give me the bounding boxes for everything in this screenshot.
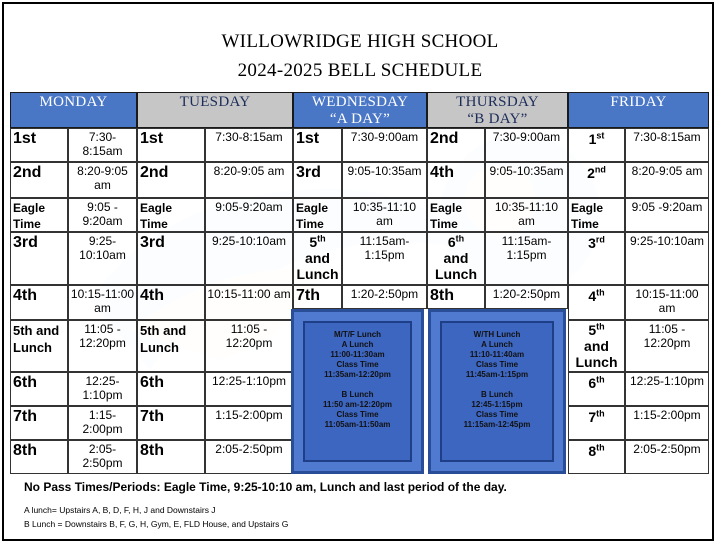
wth-lunch-info [428,330,566,430]
wednesday-period-2: 3rd [293,162,342,198]
friday-time-8: 1:15-2:00pm [625,406,709,440]
monday-time-1: 7:30-8:15am [68,128,137,162]
header-wednesday: WEDNESDAY “A DAY” [293,92,427,128]
monday-period-2: 2nd [10,162,68,198]
period-number: 2 [587,165,595,181]
lunch-line: A Lunch [341,340,374,349]
a-lunch-note: A lunch= Upstairs A, B, D, F, H, J and Downstairs J [24,505,216,515]
page-title: WILLOWRIDGE HIGH SCHOOL [221,31,499,52]
period-suffix: th [596,287,605,298]
monday-time-2: 8:20-9:05 am [68,162,137,198]
lunch-line: 11:45am-1:15pm [465,370,529,379]
period-number: 3 [588,235,596,251]
friday-period-1 [568,128,625,162]
no-pass-note: No Pass Times/Periods: Eagle Time, 9:25-10:10 am, Lunch and last period of the day. [24,480,507,494]
period-suffix: nd [594,164,606,175]
tuesday-time-4: 9:25-10:10am [205,232,293,285]
friday-period-8 [568,406,625,440]
lunch-line: Class Time [336,360,379,369]
lunch-line: B Lunch [481,390,513,399]
period-suffix: th [596,408,605,419]
period-suffix: rd [595,234,605,245]
tuesday-time-9: 2:05-2:50pm [205,440,293,474]
period-extra: and Lunch [296,250,339,282]
period-suffix: th [596,374,605,385]
tuesday-time-7: 12:25-1:10pm [205,372,293,406]
friday-time-2: 8:20-9:05 am [625,162,709,198]
monday-time-8: 1:15-2:00pm [68,406,137,440]
header-tuesday: TUESDAY [137,92,293,128]
thursday-period-1: 2nd [427,128,485,162]
lunch-line: Class Time [336,410,379,419]
monday-time-6: 11:05 - 12:20pm [68,320,137,372]
friday-period-5 [568,285,625,320]
tuesday-period-5: 4th [137,285,205,320]
wednesday-time-1: 7:30-9:00am [342,128,427,162]
thursday-time-4: 11:15am-1:15pm [485,232,568,285]
monday-period-7: 6th [10,372,68,406]
thursday-time-1: 7:30-9:00am [485,128,568,162]
lunch-line: M/T/F Lunch [333,330,382,339]
period-extra: and Lunch [435,250,477,282]
friday-period-3: Eagle Time [568,198,625,232]
lunch-line: 11:35am-12:20pm [324,370,391,379]
period-number: 1 [588,131,597,147]
period-number: 8 [588,443,597,459]
friday-time-1: 7:30-8:15am [625,128,709,162]
friday-time-4: 9:25-10:10am [625,232,709,285]
period-number: 7 [588,409,597,425]
period-suffix: th [596,321,605,332]
wednesday-period-1: 1st [293,128,342,162]
lunch-line: W/TH Lunch [473,330,521,339]
wednesday-time-3: 10:35-11:10 am [342,198,427,232]
wednesday-period-3: Eagle Time [293,198,342,232]
monday-time-7: 12:25-1:10pm [68,372,137,406]
monday-time-9: 2:05-2:50pm [68,440,137,474]
mtf-lunch-info [291,330,424,430]
header-monday: MONDAY [10,92,137,128]
period-number: 6 [588,375,597,391]
period-suffix: th [317,233,326,244]
friday-period-4 [568,232,625,285]
monday-period-8: 7th [10,406,68,440]
tuesday-time-5: 10:15-11:00 am [205,285,293,320]
period-number: 5 [309,234,318,250]
tuesday-period-8: 7th [137,406,205,440]
tuesday-period-6: 5th and Lunch [137,320,205,372]
period-number: 6 [447,234,456,250]
monday-period-3: Eagle Time [10,198,68,232]
friday-period-6 [568,320,625,372]
friday-period-9 [568,440,625,474]
thursday-period-3: Eagle Time [427,198,485,232]
monday-period-6: 5th and Lunch [10,320,68,372]
b-lunch-note: B Lunch = Downstairs B, F, G, H, Gym, E, FLD House, and Upstairs G [24,519,289,529]
lunch-line: Class Time [475,360,519,369]
tuesday-time-6: 11:05 - 12:20pm [205,320,293,372]
friday-period-7 [568,372,625,406]
lunch-line [291,380,424,390]
thursday-time-3: 10:35-11:10 am [485,198,568,232]
monday-time-3: 9:05 - 9:20am [68,198,137,232]
period-suffix: th [596,442,605,453]
friday-time-6: 11:05 - 12:20pm [625,320,709,372]
tuesday-time-1: 7:30-8:15am [205,128,293,162]
period-extra: and Lunch [575,338,618,370]
lunch-line [428,380,566,390]
monday-time-5: 10:15-11:00 am [68,285,137,320]
friday-time-7: 12:25-1:10pm [625,372,709,406]
period-suffix: st [596,130,605,141]
wednesday-period-4 [293,232,342,285]
tuesday-time-2: 8:20-9:05 am [205,162,293,198]
lunch-line: Class Time [475,410,519,419]
lunch-line: 11:10-11:40am [469,350,525,359]
thursday-period-4 [427,232,485,285]
thursday-time-5: 1:20-2:50pm [485,285,568,309]
wednesday-time-2: 9:05-10:35am [342,162,427,198]
lunch-line: A Lunch [481,340,513,349]
period-number: 5 [588,322,597,338]
header-thursday: THURSDAY “B DAY” [427,92,568,128]
thursday-period-5: 8th [427,285,485,309]
lunch-line: 12:45-1:15pm [471,400,523,409]
thursday-time-2: 9:05-10:35am [485,162,568,198]
monday-period-9: 8th [10,440,68,474]
tuesday-time-8: 1:15-2:00pm [205,406,293,440]
thursday-period-2: 4th [427,162,485,198]
wednesday-period-5: 7th [293,285,342,309]
friday-time-5: 10:15-11:00 am [625,285,709,320]
period-suffix: th [455,233,465,244]
tuesday-time-3: 9:05-9:20am [205,198,293,232]
friday-time-9: 2:05-2:50pm [625,440,709,474]
tuesday-period-4: 3rd [137,232,205,285]
monday-time-4: 9:25-10:10am [68,232,137,285]
wednesday-time-4: 11:15am-1:15pm [342,232,427,285]
monday-period-1: 1st [10,128,68,162]
header-friday: FRIDAY [568,92,709,128]
tuesday-period-1: 1st [137,128,205,162]
tuesday-period-3: Eagle Time [137,198,205,232]
tuesday-period-9: 8th [137,440,205,474]
friday-period-2 [568,162,625,198]
tuesday-period-7: 6th [137,372,205,406]
page-subtitle: 2024-2025 BELL SCHEDULE [237,60,483,81]
monday-period-4: 3rd [10,232,68,285]
lunch-line: 11:15am-12:45pm [463,420,531,429]
lunch-line: 11:00-11:30am [330,350,385,359]
friday-time-3: 9:05 -9:20am [625,198,709,232]
lunch-line: 11:05am-11:50am [324,420,391,429]
period-number: 4 [588,288,597,304]
monday-period-5: 4th [10,285,68,320]
lunch-line: B Lunch [341,390,374,399]
tuesday-period-2: 2nd [137,162,205,198]
wednesday-time-5: 1:20-2:50pm [342,285,427,309]
lunch-line: 11:50 am-12:20pm [323,400,392,409]
